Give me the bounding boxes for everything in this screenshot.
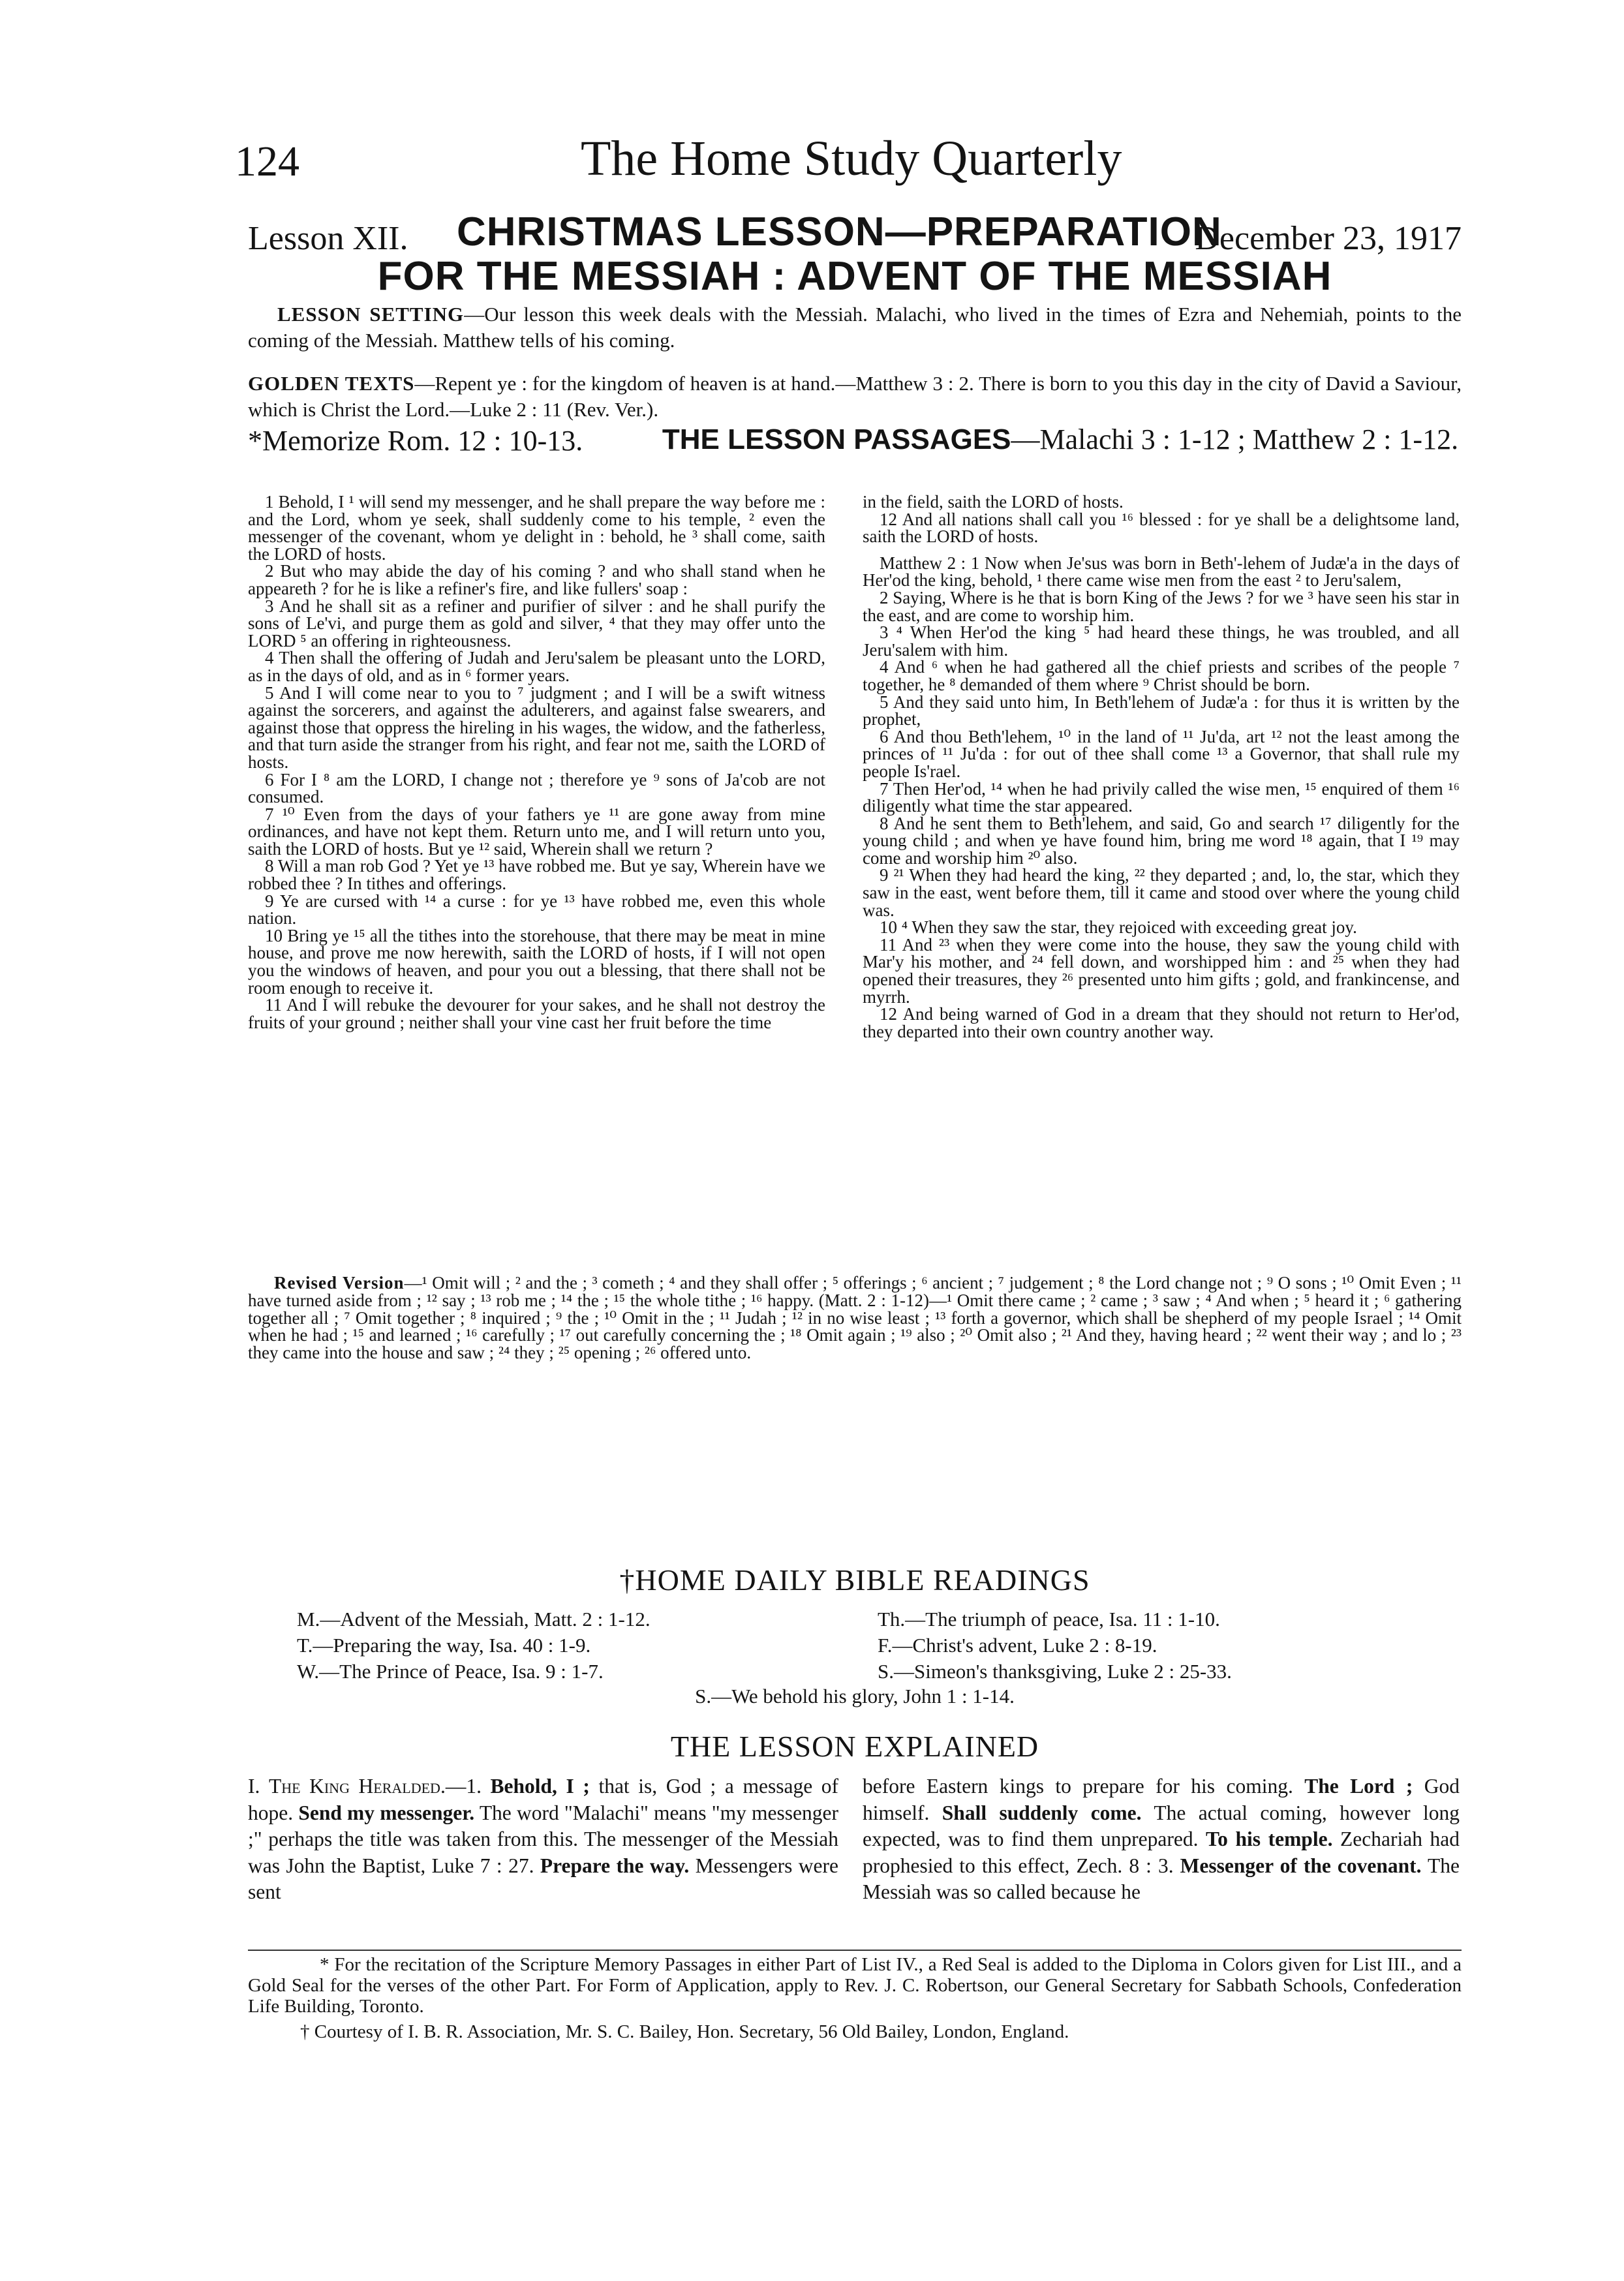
explanation-keyword: To his temple. — [1206, 1828, 1333, 1850]
explanation-column-right — [863, 1773, 1460, 1906]
daily-readings-title: †HOME DAILY BIBLE READINGS — [619, 1563, 1090, 1597]
reading-item: W.—The Prince of Peace, Isa. 9 : 1-7. — [297, 1660, 604, 1683]
lesson-title-line2: FOR THE MESSIAH : ADVENT OF THE MESSIAH — [377, 254, 1332, 299]
explanation-text: .—1. — [440, 1775, 491, 1798]
daily-readings-left — [297, 1606, 651, 1685]
explanation-keyword: Behold, I ; — [490, 1775, 590, 1798]
verse: 10 Bring ye ¹⁵ all the tithes into the storehouse, that there may be meat in mine house, and prove me now herewith, saith the LORD of hosts, if I will not open you the windows of heaven, and pour you out a blessing, that there shall not be room enough to receive it. — [248, 925, 825, 998]
footnote-divider — [248, 1950, 1462, 1951]
explanation-text: The actual coming, however long expected, was to find them unprepared. — [863, 1801, 1460, 1850]
revised-version-notes — [248, 1274, 1462, 1362]
lesson-date: December 23, 1917 — [1195, 220, 1462, 257]
verse: 6 And thou Beth'lehem, ¹⁰ in the land of ¹¹ Ju'da, art ¹² not the least among the princes of ¹¹ Ju'da : for out of thee shall come ¹³ a Governor, that shall rule my people Is'rael. — [863, 726, 1460, 781]
revised-version-text: —¹ Omit will ; ² and the ; ³ cometh ; ⁴ and they shall offer ; ⁵ offerings ; ⁶ ancient ; ⁷ judgement ; ⁸ the Lord change not ; ⁹ O sons ; ¹⁰ Omit Even ; ¹¹ have turned aside from ; ¹² say ; ¹³ rob me ; ¹⁴ the ; ¹⁵ the whole tithe ; ¹⁶ happy. (Matt. 2 : 1-12)—¹ Omit there came ; ² came ; ³ saw ; ⁴ And when ; ⁵ heard it ; ⁶ gathering together all ; ⁷ Omit together ; ⁸ inquired ; ⁹ the ; ¹⁰ Omit in the ; ¹¹ Judah ; ¹² in no wise least ; ¹³ forth a governor, which shall be shepherd of my people Israel ; ¹⁴ Omit when he had ; ¹⁵ and learned ; ¹⁶ carefully ; ¹⁷ out carefully concerning the ; ¹⁸ Omit again ; ¹⁹ also ; ²⁰ Omit also ; ²¹ And they, having heard ; ²² went their way ; and lo ; ²³ they came into the house and saw ; ²⁴ they ; ²⁵ opening ; ²⁶ offered unto. — [248, 1273, 1462, 1363]
verse: 9 Ye are cursed with ¹⁴ a curse : for ye ¹³ have robbed me, even this whole nation. — [248, 891, 825, 928]
verse: 4 Then shall the offering of Judah and Jeru'salem be pleasant unto the LORD, as in the days of old, and as in ⁶ former years. — [248, 648, 825, 685]
memorize-reference: *Memorize Rom. 12 : 10-13. — [248, 425, 583, 457]
verse: 8 Will a man rob God ? Yet ye ¹³ have robbed me. But ye say, Wherein have we robbed thee ? In tithes and offerings. — [248, 856, 825, 894]
lesson-setting-label: LESSON SETTING — [277, 303, 465, 326]
explanation-column-left — [248, 1773, 838, 1906]
lesson-passages-refs: —Malachi 3 : 1-12 ; Matthew 2 : 1-12. — [1011, 423, 1459, 455]
verse: 12 And all nations shall call you ¹⁶ blessed : for ye shall be a delightsome land, saith the LORD of hosts. — [863, 509, 1460, 547]
verse: 10 ⁴ When they saw the star, they rejoiced with exceeding great joy. — [880, 917, 1357, 938]
verse: 3 ⁴ When Her'od the king ⁵ had heard these things, he was troubled, and all Jeru'salem with him. — [863, 622, 1460, 660]
lesson-setting — [248, 301, 1462, 354]
golden-texts-label: GOLDEN TEXTS — [248, 372, 415, 395]
section-heading: The King Heralded — [268, 1775, 440, 1798]
footnote-courtesy: † Courtesy of I. B. R. Association, Mr. S. C. Bailey, Hon. Secretary, 56 Old Bailey, London, England. — [300, 2021, 1069, 2042]
scripture-column-left — [248, 493, 825, 1031]
golden-texts-text: —Repent ye : for the kingdom of heaven is at hand.—Matthew 3 : 2. There is born to you this day in the city of David a Saviour, which is Christ the Lord.—Luke 2 : 11 (Rev. Ver.). — [248, 372, 1462, 421]
golden-texts — [248, 371, 1462, 423]
verse: 7 ¹⁰ Even from the days of your fathers ye ¹¹ are gone away from mine ordinances, and have not kept them. Return unto me, and I will return unto you, saith the LORD of hosts. But ye ¹² said, Wherein shall we return ? — [248, 804, 825, 859]
explanation-keyword: Messenger of the covenant. — [1180, 1854, 1422, 1877]
reading-item: F.—Christ's advent, Luke 2 : 8-19. — [878, 1634, 1157, 1657]
explanation-keyword: Shall suddenly come. — [942, 1801, 1142, 1824]
lesson-number: Lesson XII. — [248, 220, 408, 257]
explanation-keyword: The Lord ; — [1304, 1775, 1413, 1798]
lesson-setting-text: —Our lesson this week deals with the Messiah. Malachi, who lived in the times of Ezra and Nehemiah, points to the coming of the Messiah. Matthew tells of his coming. — [248, 303, 1462, 352]
verse: 6 For I ⁸ am the LORD, I change not ; therefore ye ⁹ sons of Ja'cob are not consumed. — [248, 769, 825, 807]
verse: 5 And they said unto him, In Beth'lehem of Judæ'a : for thus it is written by the prophet, — [863, 692, 1460, 729]
explanation-text: before Eastern kings to prepare for his coming. — [863, 1775, 1305, 1798]
explanation-text: Zechariah had prophesied to this effect, Zech. 8 : 3. — [863, 1828, 1460, 1877]
scripture-column-right — [863, 493, 1460, 1040]
lesson-passages-label: THE LESSON PASSAGES — [662, 423, 1011, 455]
explanation-keyword: Send my messenger. — [298, 1801, 475, 1824]
verse: Matthew 2 : 1 Now when Je'sus was born in Beth'-lehem of Judæ'a in the days of Her'od the king, behold, ¹ there came wise men from the east ² to Jeru'salem, — [863, 553, 1460, 590]
footnote-memory-seals: * For the recitation of the Scripture Memory Passages in either Part of List IV., a Red Seal is added to the Diploma in Colors given for List III., and a Gold Seal for the verses of the other Part. For Form of Application, apply to Rev. J. C. Robertson, our General Secretary for Sabbath Schools, Confederation Life Building, Toronto. — [248, 1954, 1462, 2017]
verse: 8 And he sent them to Beth'lehem, and said, Go and search ¹⁷ diligently for the young child ; and when ye have found him, bring me word ¹⁸ again, that I ¹⁹ may come and worship him ²⁰ also. — [863, 813, 1460, 868]
verse: 11 And ²³ when they were come into the house, they saw the young child with Mar'y his mother, and ²⁴ fell down, and worshipped him : and ²⁵ when they had opened their treasures, they ²⁶ presented unto him gifts ; gold, and frankincense, and myrrh. — [863, 934, 1460, 1007]
verse: 2 Saying, Where is he that is born King of the Jews ? for we ³ have seen his star in the east, and are come to worship him. — [863, 587, 1460, 625]
revised-version-label: Revised Version — [274, 1273, 405, 1293]
verse: 9 ²¹ When they had heard the king, ²² they departed ; and, lo, the star, which they saw in the east, went before them, till it came and stood over where the young child was. — [863, 865, 1460, 920]
explanation-keyword: Prepare the way. — [540, 1854, 690, 1877]
page-number: 124 — [235, 138, 299, 185]
reading-item: Th.—The triumph of peace, Isa. 11 : 1-10. — [878, 1608, 1220, 1630]
lesson-passages-heading — [659, 424, 1462, 455]
explanation-text: Messengers were sent — [248, 1854, 838, 1903]
explanation-text: God himself. — [863, 1775, 1460, 1824]
reading-item: S.—Simeon's thanksgiving, Luke 2 : 25-33. — [878, 1660, 1232, 1683]
explanation-text: that is, God ; a message of hope. — [248, 1775, 838, 1824]
daily-readings-right — [878, 1606, 1232, 1685]
lesson-explained-title: THE LESSON EXPLAINED — [670, 1730, 1039, 1763]
reading-item: T.—Preparing the way, Isa. 40 : 1-9. — [297, 1634, 591, 1657]
verse: 5 And I will come near to you to ⁷ judgment ; and I will be a swift witness against the sorcerers, and against the adulterers, and against false swearers, and against those that oppress the hireling in his wages, the widow, and the fatherless, and that turn aside the stranger from his right, and fear not me, saith the LORD of hosts. — [248, 682, 825, 772]
memorize-passages-row — [248, 424, 1462, 496]
publication-title: The Home Study Quarterly — [581, 131, 1122, 186]
explanation-text: The Messiah was so called because he — [863, 1854, 1460, 1903]
verse: 7 Then Her'od, ¹⁴ when he had privily called the wise men, ¹⁵ enquired of them ¹⁶ diligently what time the star appeared. — [863, 778, 1460, 816]
verse: 11 And I will rebuke the devourer for your sakes, and he shall not destroy the fruits of your ground ; neither shall your vine cast her fruit before the time — [248, 995, 825, 1032]
verse: 3 And he shall sit as a refiner and purifier of silver : and he shall purify the sons of Le'vi, and purge them as gold and silver, ⁴ that they may offer unto the LORD ⁵ an offering in righteousness. — [248, 596, 825, 651]
reading-item-sunday: S.—We behold his glory, John 1 : 1-14. — [695, 1685, 1015, 1707]
verse: 4 And ⁶ when he had gathered all the chief priests and scribes of the people ⁷ together, he ⁸ demanded of them where ⁹ Christ should be born. — [863, 657, 1460, 694]
verse: 1 Behold, I ¹ will send my messenger, and he shall prepare the way before me : and the Lord, whom ye seek, shall suddenly come to his temple, ² even the messenger of the covenant, whom ye delight in : behold, he ³ shall come, saith the LORD of hosts. — [248, 492, 825, 564]
verse: in the field, saith the LORD of hosts. — [863, 492, 1124, 512]
reading-item: M.—Advent of the Messiah, Matt. 2 : 1-12. — [297, 1608, 651, 1630]
running-header — [235, 130, 1462, 196]
verse: 2 But who may abide the day of his coming ? and who shall stand when he appeareth ? for he is like a refiner's fire, and like fullers' soap : — [248, 561, 825, 598]
verse: 12 And being warned of God in a dream that they should not return to Her'od, they departed into their own country another way. — [863, 1004, 1460, 1041]
section-number: I. — [248, 1775, 269, 1798]
lesson-title-line1: CHRISTMAS LESSON—PREPARATION — [457, 209, 1222, 254]
explanation-text: The word "Malachi" means "my messenger ;" perhaps the title was taken from this. The messenger of the Messiah was John the Baptist, Luke 7 : 27. — [248, 1801, 838, 1877]
